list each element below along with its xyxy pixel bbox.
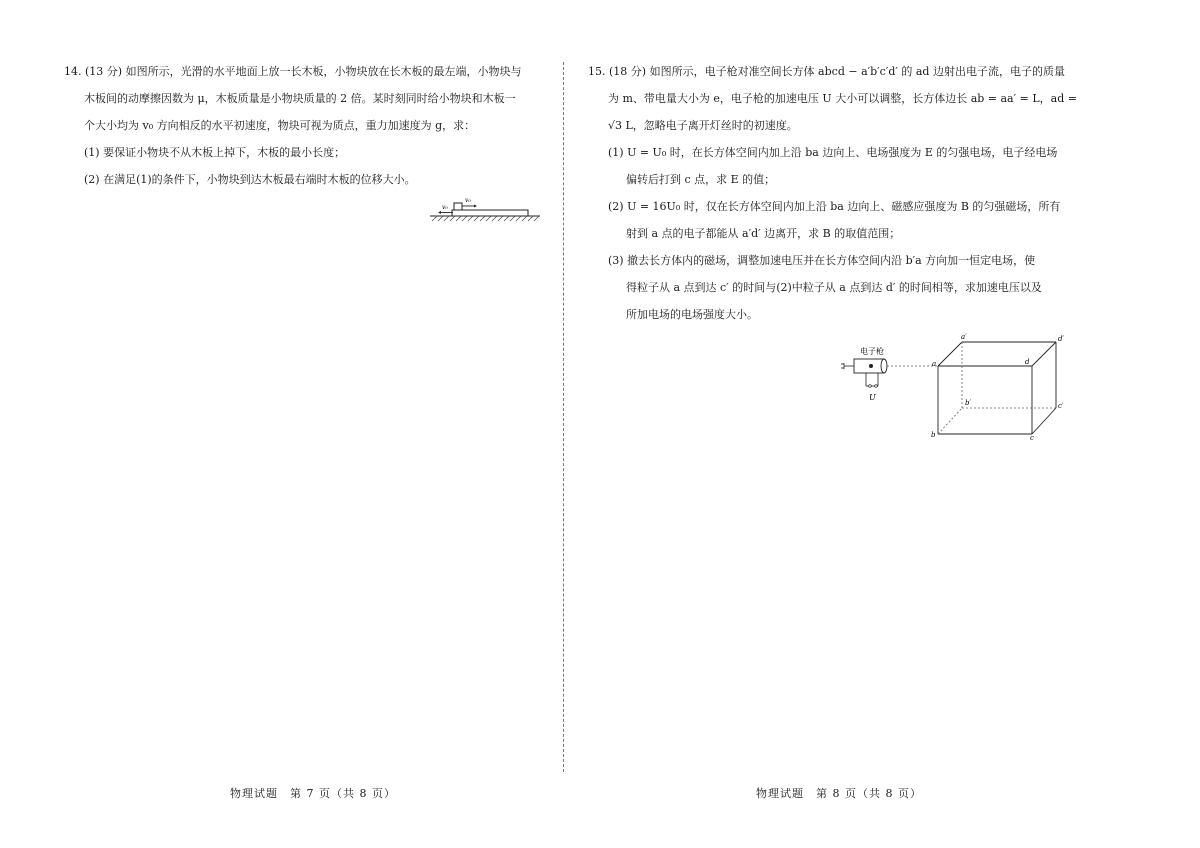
q15-part-1: (1) U = U₀ 时，在长方体空间内加上沿 ba 边向上、电场强度为 E 的匀强电场，电子经电场 xyxy=(608,146,1058,159)
vertex-b-prime: b′ xyxy=(965,399,972,407)
q14-line-1: 14. (13 分) 如图所示，光滑的水平地面上放一长木板，小物块放在长木板的最左端，小物块与 xyxy=(64,65,522,78)
footer-page-8: 物理试题 第 8 页（共 8 页） xyxy=(756,787,922,800)
q14-line-3: 个大小均为 v₀ 方向相反的水平初速度，物块可视为质点，重力加速度为 g，求： xyxy=(84,119,476,132)
q15-line-3: √3 L，忽略电子离开灯丝时的初速度。 xyxy=(608,119,798,132)
q15-part-2-cont: 射到 a 点的电子都能从 a′d′ 边离开，求 B 的取值范围； xyxy=(626,227,901,240)
column-divider xyxy=(563,62,564,772)
q15-part-1-cont: 偏转后打到 c 点，求 E 的值； xyxy=(626,173,776,186)
q15-line-1: 15. (18 分) 如图所示，电子枪对准空间长方体 abcd − a′b′c′d′ 的 ad 边射出电子流，电子的质量 xyxy=(588,65,1065,78)
small-block xyxy=(454,203,462,210)
q15-part-3-cont-2: 所加电场的电场强度大小。 xyxy=(626,308,758,321)
question-15 xyxy=(588,58,1077,328)
q15-part-3-cont-1: 得粒子从 a 点到达 c′ 的时间与(2)中粒子从 a 点到达 d′ 的时间相等，求加速电压以及 xyxy=(626,281,1042,294)
q14-part-2: (2) 在满足(1)的条件下，小物块到达木板最右端时木板的位移大小。 xyxy=(84,173,416,186)
long-board xyxy=(452,210,528,216)
q15-line-2: 为 m、带电量大小为 e，电子枪的加速电压 U 大小可以调整，长方体边长 ab = aa′ = L，ad = xyxy=(608,92,1077,105)
q15-part-3: (3) 撤去长方体内的磁场，调整加速电压并在长方体空间内沿 b′a 方向加一恒定电场，使 xyxy=(608,254,1036,267)
vertex-a-prime: a′ xyxy=(961,333,967,341)
vertex-d: d xyxy=(1025,358,1030,366)
vertex-c: c xyxy=(1030,434,1034,442)
q14-figure xyxy=(428,194,544,224)
footer-page-7: 物理试题 第 7 页（共 8 页） xyxy=(230,787,396,800)
v0-label-board: v₀ xyxy=(442,204,448,211)
q15-part-2: (2) U = 16U₀ 时，仅在长方体空间内加上沿 ba 边向上、磁感应强度为 B 的匀强磁场，所有 xyxy=(608,200,1061,213)
v0-label-block: v₀ xyxy=(465,197,471,204)
question-14 xyxy=(64,58,544,193)
vertex-b: b xyxy=(931,431,936,439)
electron-gun-label: 电子枪 xyxy=(860,347,884,356)
q15-figure xyxy=(836,330,1076,442)
vertex-d-prime: d′ xyxy=(1058,335,1065,343)
voltage-label: U xyxy=(869,393,876,402)
q14-part-1: (1) 要保证小物块不从木板上掉下，木板的最小长度； xyxy=(84,146,346,159)
q14-line-2: 木板间的动摩擦因数为 μ，木板质量是小物块质量的 2 倍。某时刻同时给小物块和木板一 xyxy=(84,92,516,105)
vertex-a: a xyxy=(932,360,937,368)
vertex-c-prime: c′ xyxy=(1058,402,1064,410)
